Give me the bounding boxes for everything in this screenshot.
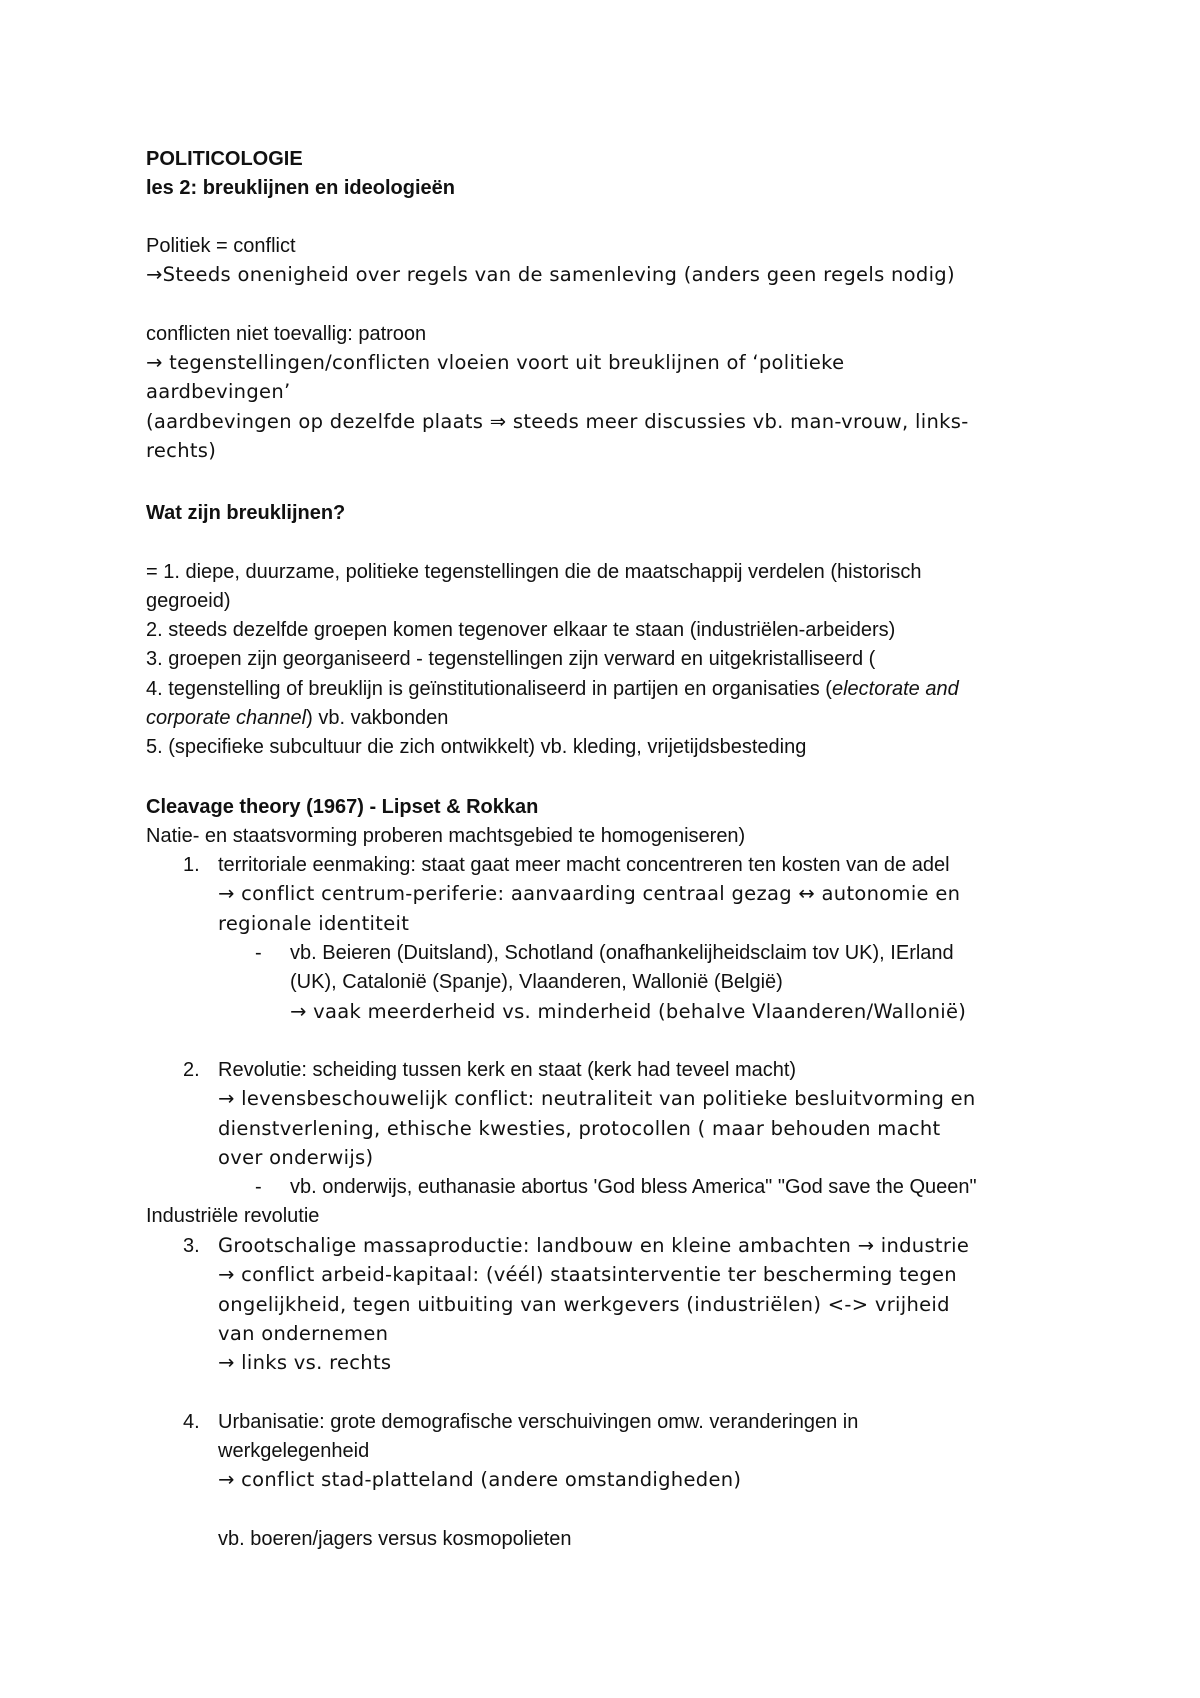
lesson-subtitle: les 2: breuklijnen en ideologieën: [146, 177, 455, 199]
point-4-line-2: [146, 705, 448, 731]
point-1-line-2: gegroeid): [146, 590, 231, 612]
wat-heading: Wat zijn breuklijnen?: [146, 502, 346, 524]
cleavage-heading: Cleavage theory (1967) - Lipset & Rokkan: [146, 796, 539, 818]
item-2-line-2: → levensbeschouwelijk conflict: neutraliteit van politieke besluitvorming en: [218, 1087, 976, 1110]
item-1-sub-1: vb. Beieren (Duitsland), Schotland (onafhankelijheidsclaim tov UK), IErland: [290, 942, 954, 964]
item-2-line-3: dienstverlening, ethische kwesties, protocollen ( maar behouden macht: [218, 1117, 941, 1140]
item-1-line-3: regionale identiteit: [218, 912, 410, 935]
point-4-text: 4. tegenstelling of breuklijn is geïnstitutionaliseerd in partijen en organisaties (: [146, 678, 832, 700]
aardbevingen-line-2: rechts): [146, 439, 217, 462]
point-1-line-1: = 1. diepe, duurzame, politieke tegenstellingen die de maatschappij verdelen (historisch: [146, 561, 922, 583]
tegenstellingen-line-1: → tegenstellingen/conflicten vloeien voort uit breuklijnen of ‘politieke: [146, 351, 845, 374]
item-4-line-1: Urbanisatie: grote demografische verschuivingen omw. veranderingen in: [218, 1411, 859, 1433]
point-4-line-1: [146, 676, 959, 702]
list-number: 3.: [183, 1235, 200, 1257]
item-3-line-4: van ondernemen: [218, 1322, 389, 1345]
point-5: 5. (specifieke subcultuur die zich ontwikkelt) vb. kleding, vrijetijdsbesteding: [146, 736, 807, 758]
point-4-emphasis-2: corporate channel: [146, 707, 307, 729]
tegenstellingen-line-2: aardbevingen’: [146, 380, 291, 403]
aardbevingen-line-1: (aardbevingen op dezelfde plaats ⇒ steeds meer discussies vb. man-vrouw, links-: [146, 410, 969, 433]
item-1-line-1: territoriale eenmaking: staat gaat meer macht concentreren ten kosten van de adel: [218, 854, 950, 876]
item-3-line-5: → links vs. rechts: [218, 1351, 392, 1374]
list-number: 2.: [183, 1059, 200, 1081]
item-1-line-2: → conflict centrum-periferie: aanvaarding centraal gezag ↔ autonomie en: [218, 882, 961, 905]
document-title: POLITICOLOGIE: [146, 148, 303, 170]
item-4-line-3: → conflict stad-platteland (andere omstandigheden): [218, 1468, 742, 1491]
item-2-line-4: over onderwijs): [218, 1146, 374, 1169]
item-4-line-4: vb. boeren/jagers versus kosmopolieten: [218, 1528, 572, 1550]
item-3-line-1: Grootschalige massaproductie: landbouw en kleine ambachten → industrie: [218, 1234, 970, 1257]
bullet-dash: -: [255, 942, 262, 964]
item-3-line-2: → conflict arbeid-kapitaal: (véél) staatsinterventie ter bescherming tegen: [218, 1263, 957, 1286]
item-4-line-2: werkgelegenheid: [218, 1440, 370, 1462]
point-4-emphasis: electorate and: [831, 678, 959, 700]
point-3: 3. groepen zijn georganiseerd - tegenstellingen zijn verward en uitgekristalliseerd (: [146, 648, 876, 670]
politiek-line: Politiek = conflict: [146, 235, 296, 257]
point-2: 2. steeds dezelfde groepen komen tegenover elkaar te staan (industriëlen-arbeiders): [146, 619, 896, 641]
item-3-line-3: ongelijkheid, tegen uitbuiting van werkgevers (industriëlen) <-> vrijheid: [218, 1293, 950, 1316]
conflicten-line: conflicten niet toevallig: patroon: [146, 323, 427, 345]
item-2-line-1: Revolutie: scheiding tussen kerk en staat (kerk had teveel macht): [218, 1059, 797, 1081]
bullet-dash: -: [255, 1176, 262, 1198]
item-1-sub-3: → vaak meerderheid vs. minderheid (behalve Vlaanderen/Wallonië): [290, 1000, 967, 1023]
industriele-revolutie-line: Industriële revolutie: [146, 1205, 320, 1227]
list-number: 4.: [183, 1411, 200, 1433]
item-1-sub-2: (UK), Catalonië (Spanje), Vlaanderen, Wallonië (België): [290, 971, 783, 993]
point-4-text-2: ) vb. vakbonden: [306, 707, 449, 729]
steeds-line: →Steeds onenigheid over regels van de samenleving (anders geen regels nodig): [146, 263, 955, 286]
item-2-sub-1: vb. onderwijs, euthanasie abortus 'God bless America" "God save the Queen": [290, 1176, 977, 1198]
natie-line: Natie- en staatsvorming proberen machtsgebied te homogeniseren): [146, 825, 746, 847]
list-number: 1.: [183, 854, 200, 876]
